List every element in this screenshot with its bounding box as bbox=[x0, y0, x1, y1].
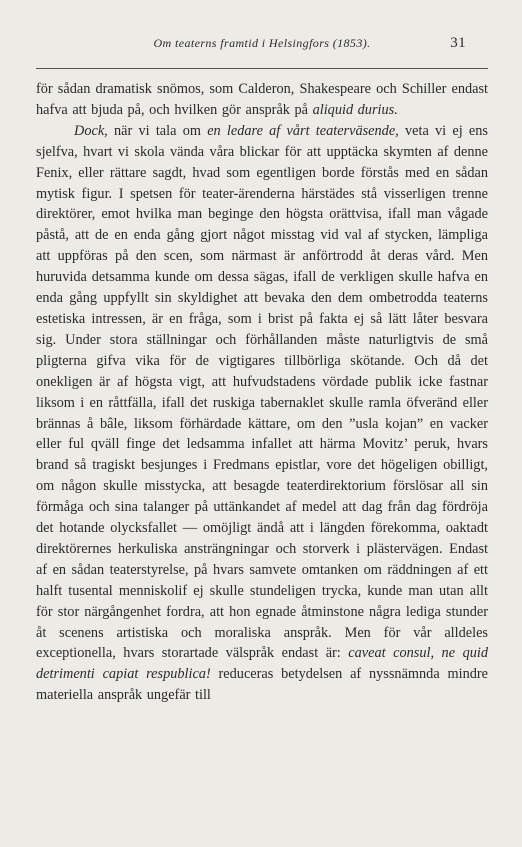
latin-phrase: aliquid durius. bbox=[312, 101, 398, 118]
paragraph-2-text-a: när vi tala om bbox=[107, 122, 208, 139]
paragraph-2-text-b: veta vi ej ens sjelfva, hvart vi skola vända våra blickar för att upptäcka skymten af denne Fenix, eller rättare sagdt, hvad som egentligen borde förstås med en sådan mytisk figur. I spetsen för teater-ärenderna härstädes stå visserligen trenne direktörer, emot hvilka man beginge den högsta orättvisa, ifall man vågade påstå, att de en enda gång gjort något misstag vid val af stycken, lämpliga att uppföras på den scen, som närmast är anförtrodd åt deras vård. Men huruvida detsamma kunde om dessa sägas, ifall de verkligen skulle hafva en enda gång uppfyllt sin skyldighet att bevaka den dem ombetrodda teaterns estetiska intressen, är en fråga, som i brist på fakta ej så lätt låter besvara sig. Under stora ställningar och förhållanden måste naturligtvis de små pligterna gifva vika för de vigtigares tillbörliga skötande. Och då det onekligen är af högsta vigt, att hufvudstadens vördade publik icke fastnar liksom i en råttfälla, ifall det ruskiga tabernaklet skulle ramla öfveränd eller brännas å bâle, liksom förhärdade kättare, om den ”usla kojan” en vacker eller ful qväll finge det ledsamma infallet att härma Movitz’ peruk, hvars brand så tragiskt besjunges i Fredmans epistlar, vore det högeligen obilligt, om någon skulle misstycka, att besagde teaterdirektorium förslösar all sin förmåga och sina talanger på uttänkandet af medel att dag från dag fördröja det hotande olycksfallet — omöjligt ändå att i längden förekomma, oaktadt direktörernes herkuliska ansträngningar och storverk i plästervägen. Endast af en sådan teaterstyrelse, på hvars samvete omtanken om räddningen af ett halft tusental menniskolif ej skulle stundeligen trycka, kunde man utan allt för stor närgångenhet fordra, att hon egnade åtminstone några lediga stunder åt scenens artistiska och moraliska anspråk. Men för vår alldeles exceptionella, hvars storartade välspråk endast är: bbox=[36, 122, 488, 662]
paragraph-2-opening: Dock, bbox=[74, 122, 108, 139]
running-header bbox=[36, 32, 488, 54]
header-rule bbox=[36, 68, 488, 69]
paragraph-1-text: för sådan dramatisk snömos, som Calderon, Shakespeare och Schiller endast hafva att bjuda på, och hvilken gör anspråk på bbox=[36, 81, 488, 118]
paragraph-2 bbox=[36, 121, 488, 706]
latin-motto: caveat consul, ne quid detrimenti capiat respublica! bbox=[36, 645, 488, 683]
emphasized-phrase: en ledare af vårt teaterväsende, bbox=[207, 122, 399, 139]
running-title: Om teaterns framtid i Helsingfors (1853). bbox=[153, 36, 371, 50]
paragraph-1 bbox=[36, 79, 488, 121]
page-number: 31 bbox=[450, 35, 466, 51]
paragraph-2-text-c: reduceras betydelsen af nyssnämnda mindre materiella anspråk ungefär till bbox=[36, 666, 488, 704]
body-text bbox=[36, 79, 488, 706]
